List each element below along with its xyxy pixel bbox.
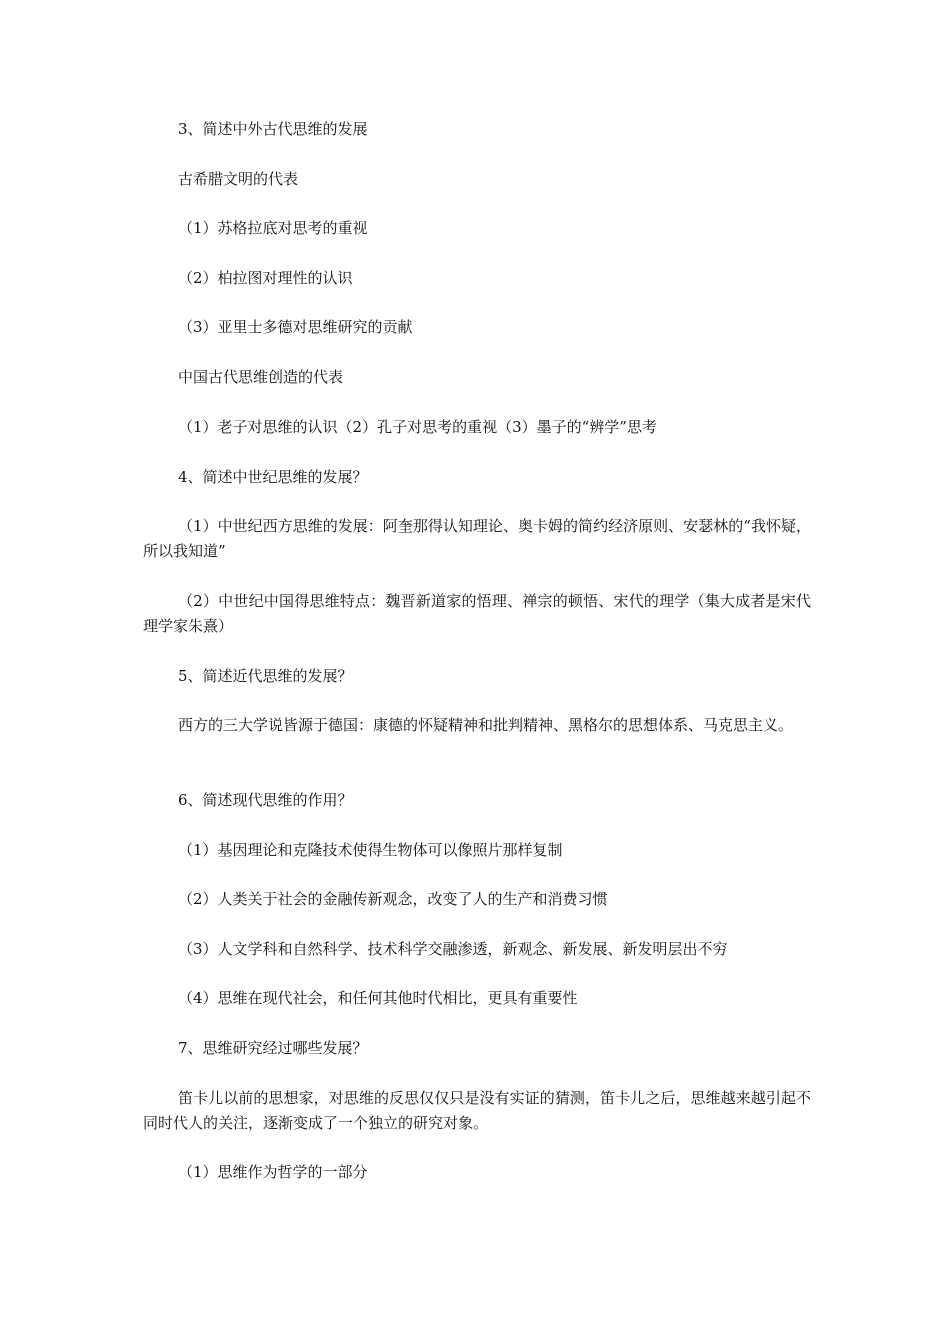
list-item: （1）老子对思维的认识（2）孔子对思考的重视（3）墨子的“辨学”思考 — [178, 418, 657, 436]
paragraph: 西方的三大学说皆源于德国：康德的怀疑精神和批判精神、黑格尔的思想体系、马克思主义。 — [178, 716, 794, 734]
list-item: （4）思维在现代社会，和任何其他时代相比，更具有重要性 — [178, 989, 578, 1007]
heading-q3: 3、简述中外古代思维的发展 — [178, 120, 368, 138]
list-item: （1）苏格拉底对思考的重视 — [178, 219, 368, 237]
list-item: （3）亚里士多德对思维研究的贡献 — [178, 318, 413, 336]
list-item: （1）基因理论和克隆技术使得生物体可以像照片那样复制 — [178, 841, 563, 859]
list-item: （1）思维作为哲学的一部分 — [178, 1163, 368, 1181]
subheading-greek: 古希腊文明的代表 — [178, 170, 299, 188]
list-item: （2）柏拉图对理性的认识 — [178, 269, 353, 287]
paragraph: （1）中世纪西方思维的发展：阿奎那得认知理论、奥卡姆的简约经济原则、安瑟林的“我怀疑，所以我知道” — [143, 517, 811, 560]
heading-q6: 6、简述现代思维的作用？ — [178, 791, 353, 809]
paragraph: （2）中世纪中国得思维特点：魏晋新道家的悟理、禅宗的顿悟、宋代的理学（集大成者是宋代理学家朱熹） — [143, 592, 811, 635]
heading-q7: 7、思维研究经过哪些发展？ — [178, 1039, 368, 1057]
list-item: （3）人文学科和自然科学、技术科学交融渗透，新观念、新发展、新发明层出不穷 — [178, 940, 728, 958]
subheading-china: 中国古代思维创造的代表 — [178, 368, 344, 386]
heading-q5: 5、简述近代思维的发展？ — [178, 667, 353, 685]
heading-q4: 4、简述中世纪思维的发展？ — [178, 468, 368, 486]
list-item: （2）人类关于社会的金融传新观念，改变了人的生产和消费习惯 — [178, 890, 608, 908]
paragraph: 笛卡儿以前的思想家，对思维的反思仅仅只是没有实证的猜测，笛卡儿之后，思维越来越引起不同时代人的关注，逐渐变成了一个独立的研究对象。 — [143, 1089, 811, 1132]
